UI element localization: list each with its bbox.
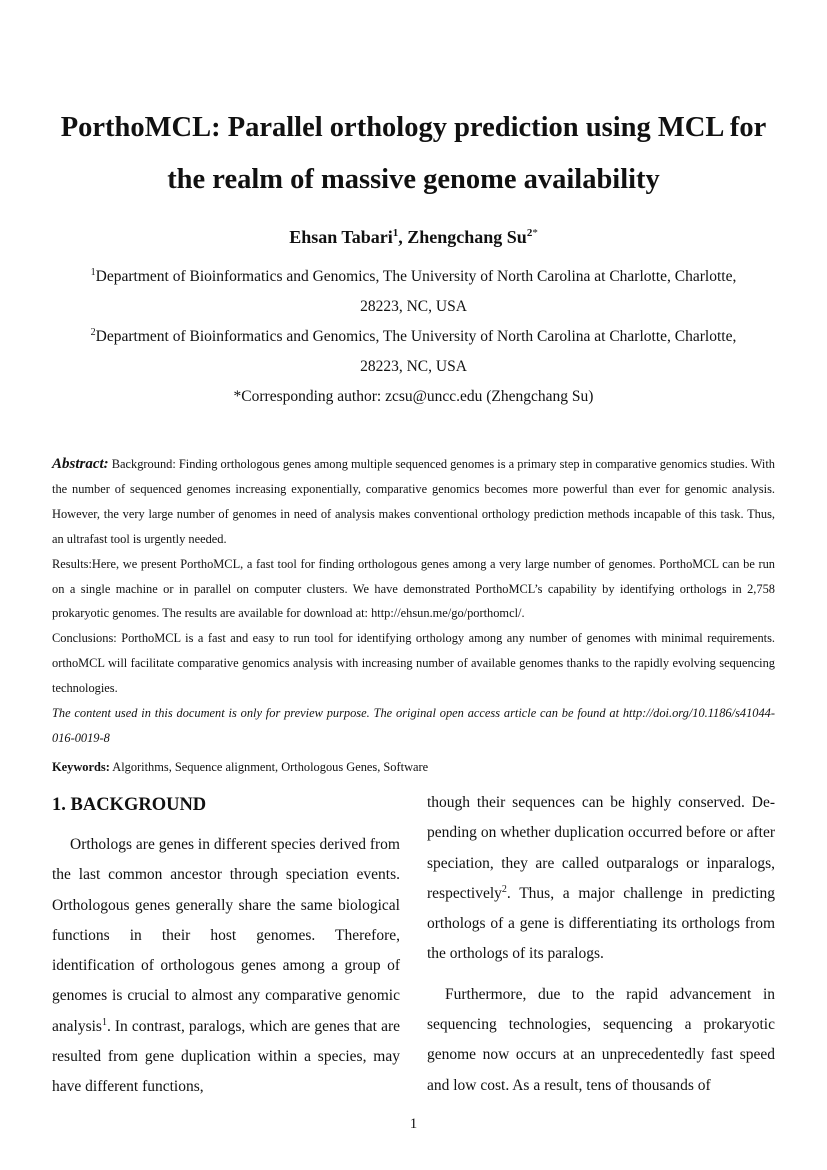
left-column [52, 790, 400, 1103]
affiliations [40, 262, 787, 412]
citation-marker: 1 [101, 1016, 107, 1028]
keywords-list: Algorithms, Sequence alignment, Orthologous Genes, Software [109, 759, 429, 774]
author-name: Ehsan Tabari [289, 227, 393, 247]
author-list [40, 222, 787, 252]
page-number: 1 [409, 1116, 418, 1132]
author-name: Zhengchang Su [407, 227, 527, 247]
abstract-conclusions: Conclusions: PorthoMCL is a fast and easy to run tool for identifying orthology among any number of genomes with minimal requirements. orthoMCL will facilitate comparative genomics analysis with increasing number of available genomes thanks to the rapidly evolving sequencing technologies. [52, 631, 775, 696]
citation-marker: 2 [501, 883, 507, 895]
title-line-1: PorthoMCL: Parallel orthology prediction using MCL for [60, 112, 767, 143]
abstract-background-text: Background: Finding orthologous genes among multiple sequenced genomes is a primary step in comparative genomics studies. With the number of sequenced genomes increasing exponentially, comparative genomics becomes more powerful than ever for genomic analysis. However, the very large number of genomes in need of analysis makes conventional orthology prediction methods incapable of this task. Thus, an ultrafast tool is urgently needed. [52, 457, 775, 546]
title-line-2: the realm of massive genome availability [167, 164, 660, 195]
preview-note: The content used in this document is only for preview purpose. The original open access article can be found at http://doi.org/10.1186/s41044-016-0019-8 [52, 706, 775, 745]
body-paragraph [52, 830, 400, 1103]
keywords [52, 755, 775, 780]
keywords-label: Keywords: [52, 759, 110, 774]
affiliation-text: Department of Bioinformatics and Genomics, The University of North Carolina at Charlotte, Charlotte, [95, 328, 737, 345]
right-column [427, 788, 775, 1101]
paper-title [40, 102, 787, 206]
author-affiliation-marker: 2 [526, 227, 533, 239]
body-paragraph [427, 788, 775, 970]
paragraph-text: though their sequences can be highly conserved. Depending on whether duplication occurred before or after speciation, they are called outparalogs or inparalogs, respectively [427, 794, 775, 902]
author-separator: , [398, 227, 408, 247]
paragraph-text: . Thus, a major challenge in predicting orthologs of a gene is differentiating its orthologs from the orthologs of its paralogs. [427, 884, 775, 963]
corresponding-author: *Corresponding author: zcsu@uncc.edu (Zhengchang Su) [233, 388, 594, 405]
abstract-label: Abstract: [52, 456, 109, 472]
affiliation-marker: 1 [90, 267, 96, 278]
abstract [52, 452, 775, 780]
author-affiliation-marker: 1 [392, 227, 399, 239]
body-paragraph: Furthermore, due to the rapid advancement in sequencing technologies, sequencing a prokaryotic genome now occurs at an unprecedentedly fast speed and low cost. As a result, tens of thousands of [427, 985, 775, 1094]
affiliation-text: Department of Bioinformatics and Genomics, The University of North Carolina at Charlotte, Charlotte, [95, 268, 737, 285]
affiliation-continued: 28223, NC, USA [360, 358, 467, 375]
corresponding-marker: * [532, 227, 538, 239]
abstract-background [52, 452, 775, 552]
affiliation [40, 262, 787, 292]
affiliation [40, 322, 787, 352]
affiliation-continued: 28223, NC, USA [360, 298, 467, 315]
paragraph-text: . In contrast, paralogs, which are genes that are resulted from gene duplication within a species, may have different functions, [52, 1017, 400, 1096]
abstract-results: Results:Here, we present PorthoMCL, a fast tool for finding orthologous genes among a very large number of genomes. PorthoMCL can be run on a single machine or in parallel on computer clusters. We have demonstrated PorthoMCL’s capability by identifying orthologs in 2,758 prokaryotic genomes. The results are available for download at: http://ehsun.me/go/porthomcl/. [52, 556, 775, 621]
section-heading: 1. BACKGROUND [52, 795, 207, 815]
affiliation-marker: 2 [90, 327, 96, 338]
paragraph-text: Orthologs are genes in different species derived from the last common ancestor through speciation events. Orthologous genes generally share the same biological functions in their host genomes. Therefore, identification of orthologous genes among a group of genomes is crucial to almost any comparative genomic analysis [52, 836, 400, 1035]
